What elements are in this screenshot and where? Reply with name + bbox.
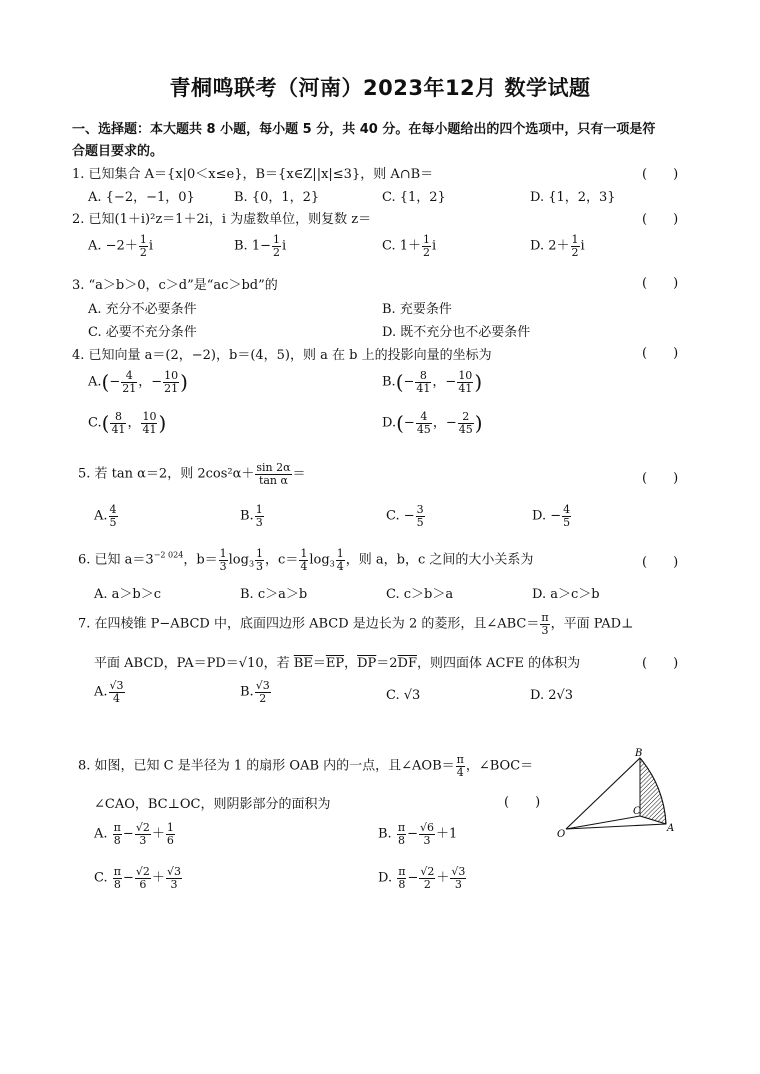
section-heading-line2: 合题目要求的。: [72, 144, 164, 159]
q3-option-d: D. 既不充分也不必要条件: [382, 325, 531, 340]
q1-option-d: D. {1，2，3}: [530, 190, 616, 205]
q5-stem: 5. 若 tan α＝2，则 2cos²α＋ $\frac{\sin 2\alpha}{\text{tan α}}$ ＝: [78, 461, 306, 487]
label-O: O: [557, 829, 566, 840]
q3-option-c: C. 必要不充分条件: [88, 325, 197, 340]
q7-option-d: D. 2√3: [530, 688, 574, 703]
q8-answer-paren: ( ): [504, 795, 541, 810]
label-A: A: [667, 823, 675, 834]
q8-sector-figure: [556, 745, 686, 840]
q1-option-c: C. {1，2}: [382, 190, 446, 205]
q3-stem: 3. “a＞b＞0，c＞d”是“ac＞bd”的: [72, 278, 278, 293]
q3-answer-paren: ( ): [642, 276, 679, 291]
q5-option-c: C. − $\frac{3}{5}$: [386, 503, 424, 529]
q5-answer-paren: ( ): [642, 471, 679, 486]
q6-option-d: D. a＞c＞b: [532, 587, 600, 602]
q6-option-b: B. c＞a＞b: [240, 587, 308, 602]
q6-stem: 6. 已知 $a=3^{-2 024}$，b＝ $\frac{1}{3}$ $\log_3$ $\frac{1}{3}$ ，c＝ $\frac{1}{4}$ $\log_3$ $\frac{1}{4}$ ，则 a，b，c 之间的大小关系为: [78, 547, 534, 573]
q5-option-d: D. − $\frac{4}{5}$: [532, 503, 571, 529]
q2-option-a: A. −2＋ $\frac{1}{2}$ i: [88, 233, 153, 259]
q7-line1: 7. 在四棱锥 P−ABCD 中，底面四边形 ABCD 是边长为 2 的菱形，且∠ABC＝ $\frac{\pi}{3}$ ，平面 PAD⊥: [78, 611, 634, 637]
q1-answer-paren: ( ): [642, 167, 679, 182]
q2-option-b: B. 1− $\frac{1}{2}$ i: [234, 233, 287, 259]
q7-answer-paren: ( ): [642, 656, 679, 671]
label-C: C: [633, 806, 641, 817]
q6-answer-paren: ( ): [642, 555, 679, 570]
q7-option-b: B. $\frac{√3}{2}$: [240, 679, 270, 705]
q8-line2: ∠CAO，BC⊥OC，则阴影部分的面积为: [94, 797, 331, 812]
q4-answer-paren: ( ): [642, 346, 679, 361]
q6-option-c: C. c＞b＞a: [386, 587, 454, 602]
q2-option-d: D. 2＋ $\frac{1}{2}$ i: [530, 233, 585, 259]
q5-option-a: A. $\frac{4}{5}$: [94, 503, 117, 529]
q2-answer-paren: ( ): [642, 212, 679, 227]
q3-option-b: B. 充要条件: [382, 302, 452, 317]
q7-option-c: C. √3: [386, 688, 421, 703]
q1-option-a: A. {−2，−1，0}: [88, 190, 195, 205]
q4-stem: 4. 已知向量 a＝(2，−2)，b＝(4，5)，则 a 在 b 上的投影向量的坐标为: [72, 348, 492, 363]
q4-option-b: B.(− $\frac{8}{41}$ ，− $\frac{10}{41}$ ): [382, 369, 483, 395]
q7-option-a: A. $\frac{√3}{4}$: [94, 679, 124, 705]
q8-option-d: D. $\frac{\pi}{8}$ − $\frac{√2}{2}$ ＋ $\frac{√3}{3}$: [378, 865, 466, 891]
q1-option-b: B. {0，1，2}: [234, 190, 320, 205]
q8-line1: 8. 如图，已知 C 是半径为 1 的扇形 OAB 内的一点，且∠AOB＝ $\frac{\pi}{4}$ ，∠BOC＝: [78, 753, 534, 779]
q8-option-b: B. $\frac{\pi}{8}$ − $\frac{√6}{3}$ ＋1: [378, 821, 458, 847]
q3-option-a: A. 充分不必要条件: [88, 302, 197, 317]
q4-option-c: C.( $\frac{8}{41}$ ， $\frac{10}{41}$ ): [88, 410, 167, 436]
q4-option-a: A.(− $\frac{4}{21}$ ，− $\frac{10}{21}$ ): [88, 369, 188, 395]
q4-option-d: D.(− $\frac{4}{45}$ ，− $\frac{2}{45}$ ): [382, 410, 483, 436]
section-heading-line1: 一、选择题：本大题共 8 小题，每小题 5 分，共 40 分。在每小题给出的四个选项中，只有一项是符: [72, 122, 656, 137]
q2-stem: 2. 已知(1＋i)²z＝1＋2i，i 为虚数单位，则复数 z＝: [72, 212, 372, 227]
page-title: 青桐鸣联考（河南）2023年12月 数学试题: [169, 76, 591, 100]
q8-option-a: A. $\frac{\pi}{8}$ − $\frac{√2}{3}$ ＋ $\frac{1}{6}$: [94, 821, 174, 847]
q5-option-b: B. $\frac{1}{3}$: [240, 503, 263, 529]
q1-stem: 1. 已知集合 A＝{x|0＜x≤e}，B＝{x∈Z||x|≤3}，则 A∩B＝: [72, 167, 434, 182]
shaded-region: [640, 758, 666, 824]
q7-line2: 平面 ABCD，PA＝PD＝√10，若 $\overline{BE}=\overline{EP}$，$\overline{DP}=2\overline{DF}$，则四面体 ACFE 的体积为: [94, 656, 581, 671]
label-B: B: [635, 748, 643, 759]
q8-option-c: C. $\frac{\pi}{8}$ − $\frac{√2}{6}$ ＋ $\frac{√3}{3}$: [94, 865, 181, 891]
q2-option-c: C. 1＋ $\frac{1}{2}$ i: [382, 233, 437, 259]
q6-option-a: A. a＞b＞c: [94, 587, 162, 602]
